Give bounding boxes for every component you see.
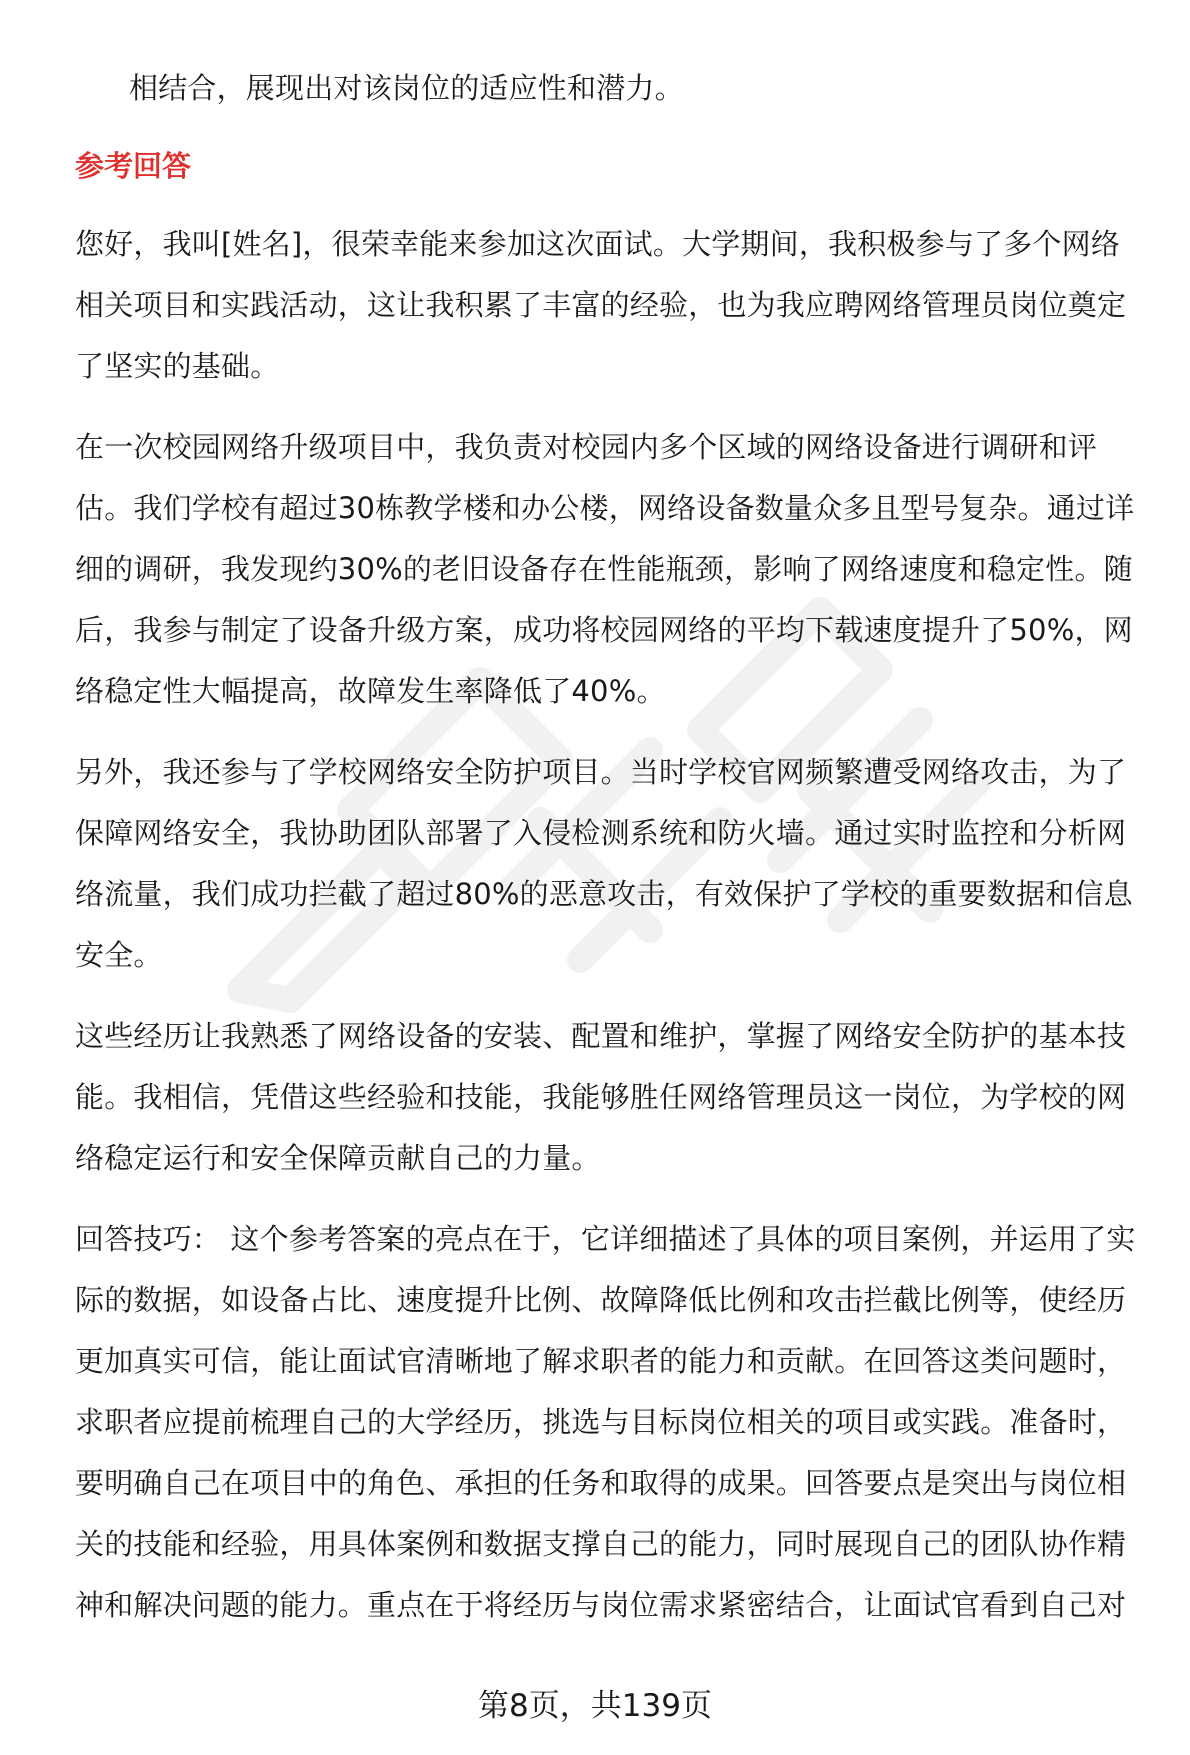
paragraph-line: 络稳定运行和安全保障贡献自己的力量。 xyxy=(75,1141,601,1175)
paragraph-line: 安全。 xyxy=(75,938,163,972)
paragraph-line: 能。我相信，凭借这些经验和技能，我能够胜任网络管理员这一岗位，为学校的网 xyxy=(75,1080,1127,1114)
paragraph-greeting xyxy=(75,214,1170,397)
paragraph-line: 您好，我叫[姓名]，很荣幸能来参加这次面试。大学期间，我积极参与了多个网络 xyxy=(75,227,1121,261)
paragraph-line: 相关项目和实践活动，这让我积累了丰富的经验，也为我应聘网络管理员岗位奠定 xyxy=(75,288,1127,322)
paragraph-campus-upgrade xyxy=(75,417,1170,722)
paragraph-line: 另外，我还参与了学校网络安全防护项目。当时学校官网频繁遭受网络攻击，为了 xyxy=(75,755,1127,789)
paragraph-line: 在一次校园网络升级项目中，我负责对校园内多个区域的网络设备进行调研和评 xyxy=(75,430,1098,464)
page-number-footer: 第8页，共139页 xyxy=(478,1688,712,1724)
paragraph-line: 细的调研，我发现约30%的老旧设备存在性能瓶颈，影响了网络速度和稳定性。随 xyxy=(75,552,1133,586)
document-body xyxy=(75,58,1170,1656)
paragraph-line: 关的技能和经验，用具体案例和数据支撑自己的能力，同时展现自己的团队协作精 xyxy=(75,1527,1127,1561)
paragraph-line: 络稳定性大幅提高，故障发生率降低了40%。 xyxy=(75,674,666,708)
paragraph-line: 估。我们学校有超过30栋教学楼和办公楼，网络设备数量众多且型号复杂。通过详 xyxy=(75,491,1135,525)
paragraph-line: 后，我参与制定了设备升级方案，成功将校园网络的平均下载速度提升了50%，网 xyxy=(75,613,1133,647)
paragraph-line: 络流量，我们成功拦截了超过80%的恶意攻击，有效保护了学校的重要数据和信息 xyxy=(75,877,1133,911)
section-heading: 参考回答 xyxy=(75,149,192,183)
paragraph-line: 这些经历让我熟悉了网络设备的安装、配置和维护，掌握了网络安全防护的基本技 xyxy=(75,1019,1127,1053)
paragraph-line: 更加真实可信，能让面试官清晰地了解求职者的能力和贡献。在回答这类问题时， xyxy=(75,1344,1127,1378)
paragraph-answer-tips xyxy=(75,1209,1170,1636)
paragraph-line: 了坚实的基础。 xyxy=(75,349,280,383)
paragraph-line: 保障网络安全，我协助团队部署了入侵检测系统和防火墙。通过实时监控和分析网 xyxy=(75,816,1127,850)
paragraph-line: 回答技巧： 这个参考答案的亮点在于，它详细描述了具体的项目案例，并运用了实 xyxy=(75,1222,1136,1256)
paragraph-line: 要明确自己在项目中的角色、承担的任务和取得的成果。回答要点是突出与岗位相 xyxy=(75,1466,1127,1500)
paragraph-security-project xyxy=(75,742,1170,986)
intro-tail-text: 相结合，展现出对该岗位的适应性和潜力。 xyxy=(129,71,684,105)
paragraph-line: 神和解决问题的能力。重点在于将经历与岗位需求紧密结合，让面试官看到自己对 xyxy=(75,1588,1127,1622)
paragraph-line: 求职者应提前梳理自己的大学经历，挑选与目标岗位相关的项目或实践。准备时， xyxy=(75,1405,1127,1439)
paragraph-conclusion xyxy=(75,1006,1170,1189)
paragraph-line: 际的数据，如设备占比、速度提升比例、故障降低比例和攻击拦截比例等，使经历 xyxy=(75,1283,1127,1317)
